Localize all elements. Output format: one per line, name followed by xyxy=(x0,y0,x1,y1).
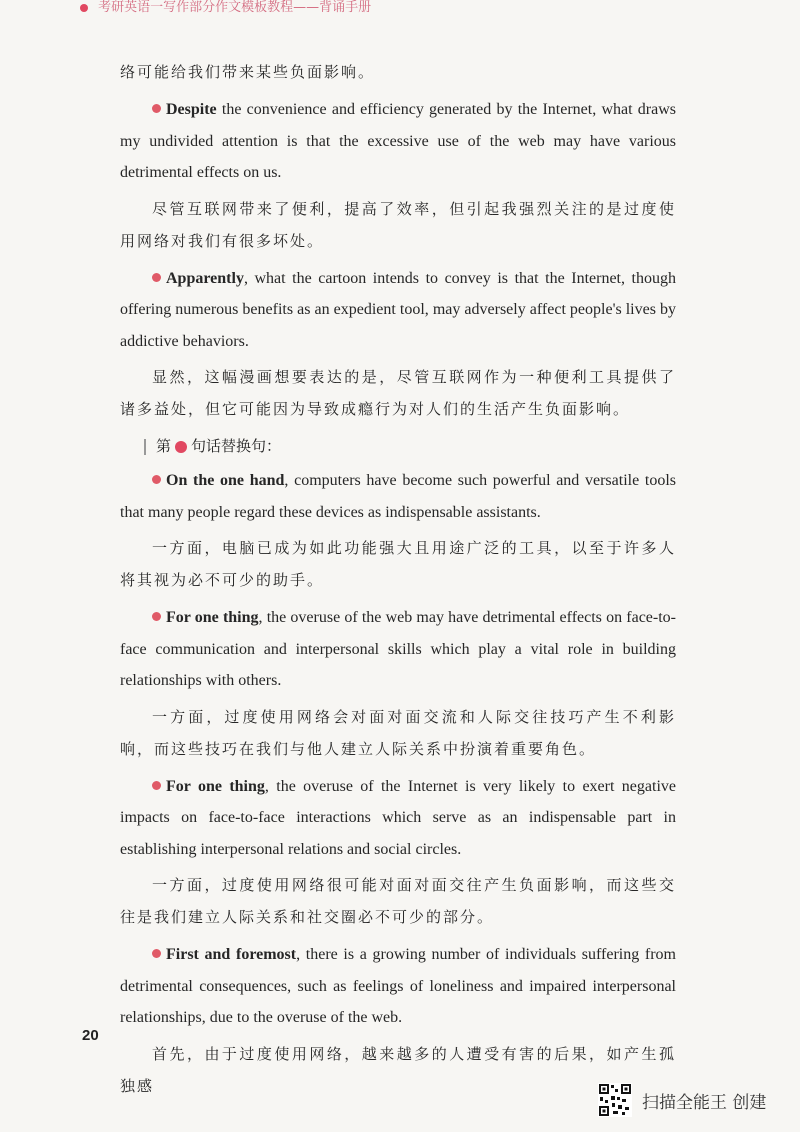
chinese-translation: 一方面，电脑已成为如此功能强大且用途广泛的工具，以至于许多人将其视为必不可少的助手。 xyxy=(120,539,676,589)
english-sentence xyxy=(120,465,676,528)
red-bullet-icon xyxy=(152,104,161,113)
red-bullet-icon xyxy=(152,949,161,958)
chinese-translation: 尽管互联网带来了便利，提高了效率，但引起我强烈关注的是过度使用网络对我们有很多坏处。 xyxy=(120,199,676,250)
sentence-text: , computers have become such powerful and versatile tools that many people regard these devices as indispensable assistants. xyxy=(120,472,676,521)
sentence-text: , there is a growing number of individuals suffering from detrimental consequences, such as feelings of loneliness and impaired interpersonal relationships, due to the overuse of the web. xyxy=(120,946,677,1026)
section-bar-icon xyxy=(144,439,146,455)
sentence-keyword: On the one hand xyxy=(166,472,285,489)
sentence-keyword: Despite xyxy=(166,101,217,118)
red-bullet-icon xyxy=(152,273,161,282)
english-sentence xyxy=(120,94,676,189)
sentence-text: , the overuse of the Internet is very likely to exert negative impacts on face-to-face interactions which serve as an indispensable part in establishing interpersonal relations and social circles. xyxy=(120,777,676,858)
watermark-text: 扫描全能王 创建 xyxy=(642,1092,767,1113)
page-body xyxy=(120,56,676,1108)
red-bullet-icon xyxy=(152,781,161,790)
sentence-text: the convenience and efficiency generated by the Internet, what draws my undivided attention is that the excessive use of the web may have various detrimental effects on us. xyxy=(120,101,676,181)
english-sentence xyxy=(120,263,676,358)
english-sentence xyxy=(120,771,676,866)
chinese-translation: 一方面，过度使用网络很可能对面对面交往产生负面影响，而这些交往是我们建立人际关系和社交圈必不可少的部分。 xyxy=(120,876,676,926)
red-bullet-icon xyxy=(152,475,161,484)
sentence-keyword: For one thing xyxy=(166,777,265,795)
chinese-translation: 一方面，过度使用网络会对面对面交流和人际交往技巧产生不利影响，而这些技巧在我们与他人建立人际关系中扮演着重要角色。 xyxy=(120,707,676,758)
running-header xyxy=(80,0,371,14)
sentence-text: , the overuse of the web may have detrimental effects on face-to-face communication and interpersonal skills which play a vital role in building relationships with others. xyxy=(120,609,676,689)
sentence-keyword: For one thing xyxy=(166,609,259,626)
english-sentence xyxy=(120,939,676,1034)
qr-code-icon xyxy=(598,1083,632,1117)
section-heading: 第 句话替换句： xyxy=(144,431,676,461)
page-number: 20 xyxy=(82,1027,99,1044)
section-number-dot-icon xyxy=(175,441,187,453)
sentence-text: , what the cartoon intends to convey is that the Internet, though offering numerous benefits as an expedient tool, may adversely affect people's lives by addictive behaviors. xyxy=(120,269,676,350)
red-bullet-icon xyxy=(152,612,161,621)
sentence-keyword: Apparently xyxy=(166,269,244,287)
english-sentence xyxy=(120,602,676,697)
scanner-watermark xyxy=(598,1082,766,1118)
chinese-translation: 首先，由于过度使用网络，越来越多的人遭受有害的后果，如产生孤独感 xyxy=(120,1044,676,1095)
header-bullet-icon xyxy=(80,4,88,12)
chinese-translation: 显然，这幅漫画想要表达的是，尽管互联网作为一种便利工具提供了诸多益处，但它可能因为导致成瘾行为对人们的生活产生负面影响。 xyxy=(120,368,676,418)
header-title: 考研英语一写作部分作文模板教程——背诵手册 xyxy=(98,0,372,15)
chinese-paragraph: 络可能给我们带来某些负面影响。 xyxy=(120,63,376,81)
sentence-keyword: First and foremost xyxy=(166,946,297,963)
